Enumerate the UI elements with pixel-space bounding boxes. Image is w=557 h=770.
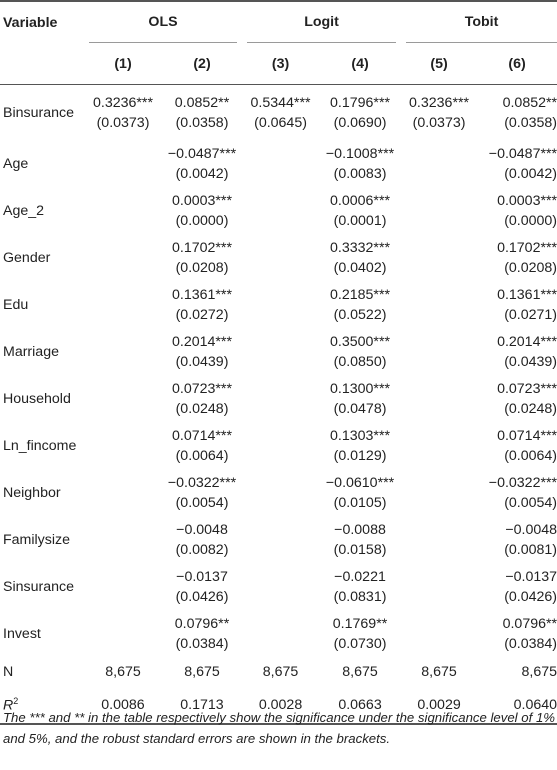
row-label: Invest: [3, 625, 41, 642]
coefficient: −0.0048: [505, 521, 557, 538]
standard-error: (0.0208): [175, 259, 229, 276]
standard-error: (0.0439): [175, 353, 229, 370]
group-header-ols: [84, 1, 242, 43]
coefficient: −0.0322***: [167, 474, 237, 491]
coef-cell: [162, 187, 242, 234]
coef-cell: [319, 516, 401, 563]
coef-cell: [84, 140, 162, 187]
coefficient: −0.0487***: [488, 145, 557, 162]
coefficient: −0.0221: [334, 568, 386, 585]
coef-cell: [401, 375, 477, 422]
standard-error: (0.0064): [175, 447, 229, 464]
coef-cell: [242, 422, 319, 469]
group-header-tobit: [401, 1, 557, 43]
coef-cell: [319, 140, 401, 187]
standard-error: (0.0248): [504, 400, 557, 417]
row-label: Binsurance: [3, 104, 74, 121]
coefficient: 0.0852**: [502, 94, 557, 111]
coefficient: −0.1008***: [325, 145, 395, 162]
coef-cell: [477, 610, 557, 657]
coefficient: 0.1303***: [330, 427, 390, 444]
header-row-models: [0, 1, 557, 43]
variable-header: Variable: [3, 14, 58, 31]
row-label: Age_2: [3, 202, 45, 219]
r2-value: 0.0086: [101, 697, 145, 713]
table-row: [0, 563, 557, 610]
standard-error: (0.0272): [175, 306, 229, 323]
coefficient: 0.1769**: [332, 615, 388, 632]
coef-cell: [477, 422, 557, 469]
coef-cell: [84, 328, 162, 375]
row-label: Edu: [3, 296, 29, 313]
r2-value: 0.0028: [258, 697, 303, 713]
coef-cell: [242, 187, 319, 234]
coef-cell: [162, 328, 242, 375]
coefficient: −0.0322***: [488, 474, 557, 491]
coefficient: 0.1300***: [330, 380, 390, 397]
coefficient: 0.1796***: [330, 94, 390, 111]
coef-cell: [242, 234, 319, 281]
coefficient: 0.0714***: [172, 427, 232, 444]
coef-cell: [162, 375, 242, 422]
n-value: 8,675: [521, 664, 557, 680]
standard-error: (0.0373): [96, 114, 150, 131]
standard-error: (0.0001): [333, 212, 387, 229]
coef-cell: [401, 610, 477, 657]
coef-cell: [84, 375, 162, 422]
coef-cell: [162, 516, 242, 563]
coef-cell: [319, 85, 401, 141]
row-label: Household: [3, 390, 71, 407]
table-row: [0, 234, 557, 281]
standard-error: (0.0054): [504, 494, 557, 511]
standard-error: (0.0129): [333, 447, 387, 464]
standard-error: (0.0426): [504, 588, 557, 605]
table-row: [0, 187, 557, 234]
column-header: (6): [508, 55, 526, 72]
coefficient: −0.0137: [176, 568, 228, 585]
standard-error: (0.0384): [504, 635, 557, 652]
row-label: Sinsurance: [3, 578, 74, 595]
table-row: [0, 328, 557, 375]
coefficient: 0.3236***: [93, 94, 153, 111]
coef-cell: [84, 187, 162, 234]
coefficient: 0.3500***: [330, 333, 390, 350]
coefficient: 0.2014***: [497, 333, 557, 350]
standard-error: (0.0248): [175, 400, 229, 417]
coef-cell: [242, 281, 319, 328]
coef-cell: [84, 281, 162, 328]
standard-error: (0.0373): [412, 114, 466, 131]
standard-error: (0.0645): [254, 114, 307, 131]
table-row: [0, 422, 557, 469]
row-label: Familysize: [3, 531, 71, 548]
coef-cell: [162, 85, 242, 141]
column-header: (4): [351, 55, 369, 72]
standard-error: (0.0208): [504, 259, 557, 276]
standard-error: (0.0000): [504, 212, 557, 229]
coef-cell: [84, 469, 162, 516]
standard-error: (0.0271): [504, 306, 557, 323]
coef-cell: [401, 85, 477, 141]
coef-cell: [242, 375, 319, 422]
standard-error: (0.0158): [333, 541, 387, 558]
coef-cell: [242, 516, 319, 563]
coefficient: −0.0048: [176, 521, 228, 538]
n-value: 8,675: [105, 664, 141, 680]
coef-cell: [162, 281, 242, 328]
coef-cell: [319, 563, 401, 610]
coef-cell: [84, 563, 162, 610]
coef-cell: [401, 234, 477, 281]
r2-label-sup: 2: [13, 696, 19, 707]
coef-cell: [84, 85, 162, 141]
r2-value: 0.0640: [513, 697, 557, 713]
standard-error: (0.0081): [504, 541, 557, 558]
coef-cell: [84, 234, 162, 281]
standard-error: (0.0105): [333, 494, 387, 511]
coef-cell: [242, 469, 319, 516]
coefficient: 0.2014***: [172, 333, 232, 350]
n-value: 8,675: [342, 664, 378, 680]
coef-cell: [401, 516, 477, 563]
coefficient: 0.1702***: [172, 239, 232, 256]
column-header: (3): [271, 55, 290, 72]
coefficient: 0.1361***: [497, 286, 557, 303]
table-footnote: The *** and ** in the table respectively show the significance under the significance level of 1% and 5%, and the robust standard errors are shown in the brackets.: [3, 710, 556, 746]
group-label-logit: Logit: [247, 2, 396, 43]
coefficient: −0.0088: [334, 521, 386, 538]
standard-error: (0.0478): [333, 400, 387, 417]
standard-error: (0.0042): [504, 165, 557, 182]
coef-cell: [477, 469, 557, 516]
standard-error: (0.0730): [333, 635, 387, 652]
coef-cell: [84, 516, 162, 563]
n-row: [0, 657, 557, 687]
coefficient: 0.0714***: [497, 427, 557, 444]
coef-cell: [477, 281, 557, 328]
coef-cell: [242, 328, 319, 375]
coef-cell: [242, 140, 319, 187]
coef-cell: [477, 516, 557, 563]
coefficient: −0.0137: [505, 568, 557, 585]
coef-cell: [242, 85, 319, 141]
coefficient: 0.0796**: [174, 615, 230, 632]
table-row: [0, 516, 557, 563]
table-row: [0, 375, 557, 422]
standard-error: (0.0054): [175, 494, 229, 511]
coef-cell: [401, 422, 477, 469]
table-row: [0, 140, 557, 187]
r2-label-base: R: [3, 697, 14, 714]
coef-cell: [477, 375, 557, 422]
coefficient: 0.0796**: [502, 615, 557, 632]
coefficient: 0.0723***: [497, 380, 557, 397]
table-row: [0, 85, 557, 141]
r2-value: 0.0663: [338, 697, 382, 713]
coef-cell: [401, 281, 477, 328]
coef-cell: [162, 140, 242, 187]
coef-cell: [319, 375, 401, 422]
standard-error: (0.0384): [175, 635, 229, 652]
coefficient: −0.0610***: [325, 474, 395, 491]
table-row: [0, 469, 557, 516]
r2-value: 0.0029: [417, 697, 461, 713]
standard-error: (0.0358): [175, 114, 229, 131]
standard-error: (0.0000): [175, 212, 229, 229]
coefficient: 0.3236***: [409, 94, 470, 111]
coef-cell: [319, 281, 401, 328]
standard-error: (0.0426): [175, 588, 229, 605]
row-label: Marriage: [3, 343, 59, 360]
coef-cell: [401, 469, 477, 516]
row-label: Age: [3, 155, 29, 172]
coef-cell: [477, 328, 557, 375]
row-label: Gender: [3, 249, 51, 266]
row-label: Ln_fincome: [3, 437, 77, 454]
blank-cell: [0, 43, 84, 85]
standard-error: (0.0064): [504, 447, 557, 464]
column-header: (1): [114, 55, 132, 72]
standard-error: (0.0522): [333, 306, 387, 323]
column-header: (5): [430, 55, 448, 72]
coef-cell: [319, 187, 401, 234]
coef-cell: [401, 328, 477, 375]
n-value: 8,675: [262, 664, 299, 680]
standard-error: (0.0439): [504, 353, 557, 370]
coef-cell: [477, 234, 557, 281]
coef-cell: [162, 563, 242, 610]
standard-error: (0.0690): [333, 114, 387, 131]
coef-cell: [319, 610, 401, 657]
coef-cell: [162, 610, 242, 657]
group-label-ols: OLS: [89, 2, 237, 43]
coefficient: 0.1702***: [497, 239, 557, 256]
coefficient: 0.0003***: [172, 192, 232, 209]
n-label: N: [3, 664, 14, 680]
coef-cell: [242, 610, 319, 657]
coef-cell: [477, 140, 557, 187]
coefficient: 0.5344***: [250, 94, 311, 111]
coef-cell: [162, 234, 242, 281]
standard-error: (0.0831): [333, 588, 387, 605]
standard-error: (0.0082): [175, 541, 229, 558]
table-row: [0, 281, 557, 328]
group-label-tobit: Tobit: [406, 2, 557, 43]
coefficient: 0.0006***: [330, 192, 390, 209]
standard-error: (0.0358): [504, 114, 557, 131]
coefficient: −0.0487***: [167, 145, 237, 162]
coefficient: 0.1361***: [172, 286, 232, 303]
coef-cell: [319, 422, 401, 469]
standard-error: (0.0083): [333, 165, 387, 182]
coef-cell: [162, 469, 242, 516]
coef-cell: [401, 563, 477, 610]
coef-cell: [84, 422, 162, 469]
group-header-logit: [242, 1, 401, 43]
coef-cell: [242, 563, 319, 610]
coef-cell: [401, 140, 477, 187]
coef-cell: [477, 187, 557, 234]
n-value: 8,675: [184, 664, 220, 680]
coef-cell: [401, 187, 477, 234]
coefficient: 0.2185***: [330, 286, 390, 303]
coef-cell: [162, 422, 242, 469]
n-value: 8,675: [421, 664, 457, 680]
coef-cell: [477, 85, 557, 141]
coef-cell: [319, 234, 401, 281]
coefficient: 0.0852**: [174, 94, 230, 111]
column-header: (2): [193, 55, 211, 72]
coef-cell: [477, 563, 557, 610]
coefficient: 0.0003***: [497, 192, 557, 209]
standard-error: (0.0402): [333, 259, 387, 276]
table-row: [0, 610, 557, 657]
coef-cell: [319, 469, 401, 516]
row-label: Neighbor: [3, 484, 61, 501]
standard-error: (0.0850): [333, 353, 387, 370]
coef-cell: [319, 328, 401, 375]
r2-value: 0.1713: [180, 697, 224, 713]
header-row-columns: [0, 43, 557, 85]
standard-error: (0.0042): [175, 165, 229, 182]
coefficient: 0.0723***: [172, 380, 232, 397]
coefficient: 0.3332***: [330, 239, 390, 256]
coef-cell: [84, 610, 162, 657]
